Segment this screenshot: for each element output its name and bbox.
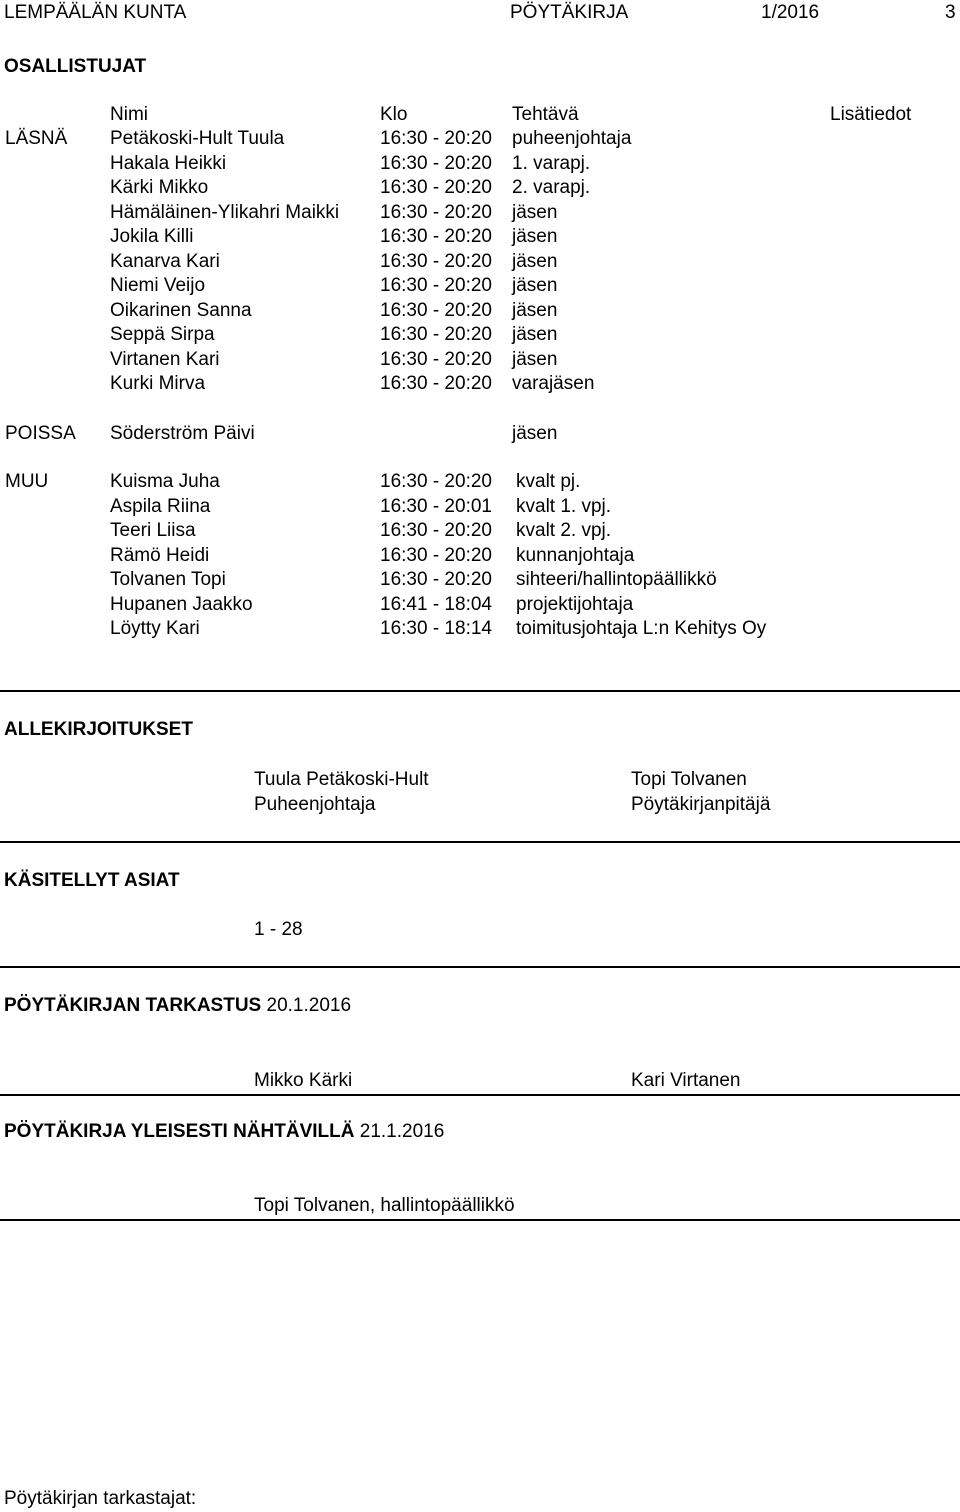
participant-time: 16:30 - 20:20 <box>380 348 492 370</box>
participant-name: Kärki Mikko <box>110 177 209 198</box>
signatures-title: ALLEKIRJOITUKSET <box>4 719 193 740</box>
participant-name: Hakala Heikki <box>110 152 227 174</box>
participant-time: 16:30 - 20:20 <box>380 299 492 321</box>
participant-role: 1. varapj. <box>512 152 591 174</box>
participant-time: 16:30 - 20:20 <box>380 324 492 345</box>
participant-role: jäsen <box>512 226 558 247</box>
participant-name: Hupanen Jaakko <box>110 593 253 615</box>
participant-time: 16:30 - 20:20 <box>380 569 492 590</box>
items-range: 1 - 28 <box>254 919 303 940</box>
participant-role: kunnanjohtaja <box>516 544 635 566</box>
section-label: MUU <box>5 471 49 492</box>
participant-name: Hämäläinen-Ylikahri Maikki <box>110 201 340 223</box>
participant-role: puheenjohtaja <box>512 128 632 149</box>
participant-role: kvalt pj. <box>516 471 581 492</box>
participant-name: Tolvanen Topi <box>110 569 226 590</box>
participant-name: Kurki Mirva <box>110 373 206 394</box>
participant-row <box>0 225 960 249</box>
reviewers-label: Pöytäkirjan tarkastajat: <box>4 1488 197 1509</box>
participant-role: jäsen <box>512 201 558 223</box>
items-title: KÄSITELLYT ASIAT <box>4 870 180 891</box>
participant-time: 16:30 - 20:20 <box>380 201 492 223</box>
participant-time: 16:30 - 20:01 <box>380 495 492 517</box>
participant-role: jäsen <box>512 275 558 296</box>
participant-name: Niemi Veijo <box>110 275 206 296</box>
participant-role: 2. varapj. <box>512 177 591 198</box>
participant-row <box>0 617 960 641</box>
participant-time: 16:30 - 20:20 <box>380 177 492 198</box>
participant-name: Rämö Heidi <box>110 544 210 566</box>
participant-row <box>0 422 960 446</box>
participant-row <box>0 127 960 151</box>
participant-name: Söderström Päivi <box>110 423 255 444</box>
review-date: 20.1.2016 <box>266 995 352 1016</box>
participant-name: Kanarva Kari <box>110 250 220 272</box>
participant-row <box>0 519 960 543</box>
participant-time: 16:30 - 20:20 <box>380 544 492 566</box>
participant-name: Jokila Killi <box>110 226 194 247</box>
participant-row <box>0 348 960 372</box>
document-number: 1/2016 <box>761 2 820 23</box>
participant-row <box>0 176 960 200</box>
participant-row <box>0 152 960 176</box>
participant-time: 16:30 - 20:20 <box>380 128 492 149</box>
publication-title: PÖYTÄKIRJA YLEISESTI NÄHTÄVILLÄ <box>4 1121 355 1142</box>
participant-name: Teeri Liisa <box>110 520 196 541</box>
section-divider <box>0 690 960 692</box>
participant-name: Kuisma Juha <box>110 471 220 492</box>
chair-name: Tuula Petäkoski-Hult <box>254 769 429 790</box>
participant-role: toimitusjohtaja L:n Kehitys Oy <box>516 618 767 639</box>
review-heading <box>4 994 351 1018</box>
participant-row <box>0 470 960 494</box>
participant-row <box>0 299 960 323</box>
participant-name: Löytty Kari <box>110 618 200 639</box>
participants-title: OSALLISTUJAT <box>4 56 147 77</box>
participant-time: 16:30 - 20:20 <box>380 152 492 174</box>
participant-row <box>0 593 960 617</box>
participant-role: jäsen <box>512 348 558 370</box>
section-divider <box>0 966 960 968</box>
participant-name: Petäkoski-Hult Tuula <box>110 128 285 149</box>
participants-column-header <box>0 103 960 127</box>
section-label: POISSA <box>5 423 76 444</box>
participant-time: 16:30 - 20:20 <box>380 275 492 296</box>
participant-row <box>0 372 960 396</box>
participant-name: Aspila Riina <box>110 495 211 517</box>
participant-time: 16:30 - 18:14 <box>380 618 492 639</box>
column-info-header: Lisätiedot <box>830 104 912 125</box>
participant-row <box>0 250 960 274</box>
participant-name: Seppä Sirpa <box>110 324 215 345</box>
secretary-name: Topi Tolvanen <box>631 769 747 790</box>
participant-time: 16:41 - 18:04 <box>380 593 492 615</box>
section-label: LÄSNÄ <box>5 128 68 149</box>
participant-time: 16:30 - 20:20 <box>380 226 492 247</box>
participant-role: jäsen <box>512 299 558 321</box>
column-time-header: Klo <box>380 104 408 125</box>
participant-name: Virtanen Kari <box>110 348 220 370</box>
participant-row <box>0 495 960 519</box>
participant-time: 16:30 - 20:20 <box>380 471 492 492</box>
publication-heading <box>4 1120 444 1144</box>
participant-role: varajäsen <box>512 373 595 394</box>
participant-row <box>0 323 960 347</box>
publication-signer: Topi Tolvanen, hallintopäällikkö <box>254 1195 515 1216</box>
chair-role: Puheenjohtaja <box>254 794 376 815</box>
participant-time: 16:30 - 20:20 <box>380 250 492 272</box>
reviewer-2: Kari Virtanen <box>631 1070 741 1091</box>
document-type: PÖYTÄKIRJA <box>510 2 629 23</box>
publication-date: 21.1.2016 <box>359 1121 445 1142</box>
participant-row <box>0 274 960 298</box>
participant-role: sihteeri/hallintopäällikkö <box>516 569 717 590</box>
participant-role: jäsen <box>512 423 558 444</box>
section-divider <box>0 1094 960 1096</box>
participant-role: kvalt 1. vpj. <box>516 495 612 517</box>
participant-time: 16:30 - 20:20 <box>380 520 492 541</box>
participant-time: 16:30 - 20:20 <box>380 373 492 394</box>
participant-role: jäsen <box>512 250 558 272</box>
secretary-role: Pöytäkirjanpitäjä <box>631 794 771 815</box>
reviewer-1: Mikko Kärki <box>254 1070 353 1091</box>
participant-row <box>0 544 960 568</box>
participant-name: Oikarinen Sanna <box>110 299 252 321</box>
participant-row <box>0 201 960 225</box>
review-title: PÖYTÄKIRJAN TARKASTUS <box>4 995 262 1016</box>
participant-role: kvalt 2. vpj. <box>516 520 612 541</box>
municipality-name: LEMPÄÄLÄN KUNTA <box>4 2 187 23</box>
page-number: 3 <box>945 2 956 23</box>
section-divider <box>0 841 960 843</box>
column-role-header: Tehtävä <box>512 104 579 125</box>
participant-role: jäsen <box>512 324 558 345</box>
participant-row <box>0 568 960 592</box>
section-divider <box>0 1219 960 1221</box>
column-name-header: Nimi <box>110 104 148 125</box>
participant-role: projektijohtaja <box>516 593 634 615</box>
